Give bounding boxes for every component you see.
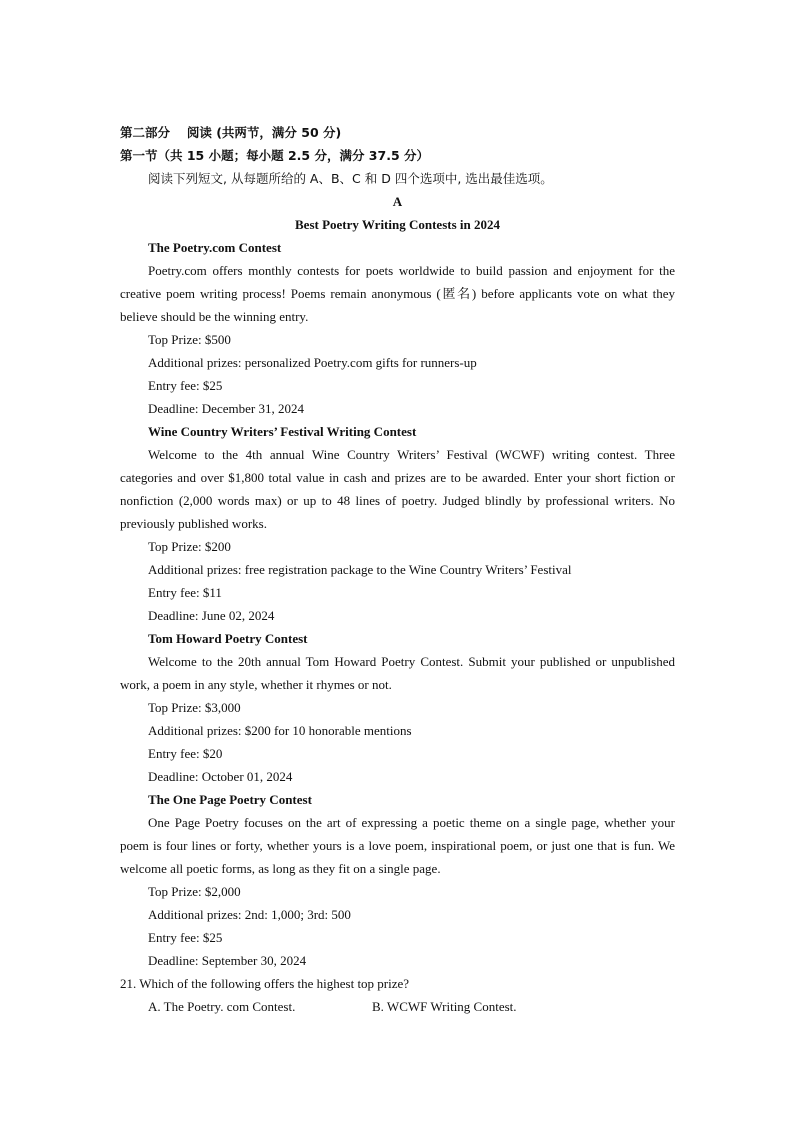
contest-name: Wine Country Writers’ Festival Writing Contest: [148, 424, 417, 439]
part-heading: 第二部分 阅读 (共两节，满分 50 分): [120, 125, 342, 140]
contest-name: Tom Howard Poetry Contest: [148, 631, 308, 646]
section-heading: 第一节（共 15 小题；每小题 2.5 分，满分 37.5 分）: [120, 148, 429, 163]
exam-page: [120, 121, 675, 1018]
contest-top-prize: Top Prize: $2,000: [148, 884, 241, 899]
contest-block: [120, 236, 675, 420]
contest-entry-fee: Entry fee: $11: [148, 585, 222, 600]
option-a[interactable]: A. The Poetry. com Contest.: [148, 999, 296, 1014]
contest-additional-prizes: Additional prizes: $200 for 10 honorable mentions: [148, 723, 412, 738]
contest-name: The Poetry.com Contest: [148, 240, 282, 255]
contest-deadline: Deadline: June 02, 2024: [148, 608, 275, 623]
passage-letter: A: [392, 194, 403, 209]
contest-description: Poetry.com offers monthly contests for poets worldwide to build passion and enjoyment for the creative poem writing process! Poems remain anonymous (匿名) before applicants vote on what they believe should be the winning entry.: [120, 263, 675, 324]
contest-name: The One Page Poetry Contest: [148, 792, 312, 807]
contest-description: Welcome to the 4th annual Wine Country Writers’ Festival (WCWF) writing contest. Three categories and over $1,800 total value in cash and prizes are to be awarded. Enter your short fiction or nonfiction (2,000 words max) or up to 48 lines of poetry. Judged blindly by professional writers. No previously published works.: [120, 447, 675, 531]
contest-entry-fee: Entry fee: $20: [148, 746, 223, 761]
answer-options: [120, 995, 675, 1018]
contest-deadline: Deadline: September 30, 2024: [148, 953, 307, 968]
option-b[interactable]: B. WCWF Writing Contest.: [372, 999, 517, 1014]
contest-description: Welcome to the 20th annual Tom Howard Poetry Contest. Submit your published or unpublished work, a poem in any style, whether it rhymes or not.: [120, 654, 675, 692]
contest-top-prize: Top Prize: $200: [148, 539, 231, 554]
contest-additional-prizes: Additional prizes: 2nd: 1,000; 3rd: 500: [148, 907, 351, 922]
contest-entry-fee: Entry fee: $25: [148, 378, 223, 393]
question-stem: 21. Which of the following offers the highest top prize?: [120, 976, 410, 991]
contest-block: [120, 627, 675, 788]
contest-entry-fee: Entry fee: $25: [148, 930, 223, 945]
contest-top-prize: Top Prize: $3,000: [148, 700, 241, 715]
passage-title: Best Poetry Writing Contests in 2024: [295, 217, 500, 232]
contest-description: One Page Poetry focuses on the art of expressing a poetic theme on a single page, whether your poem is four lines or forty, whether yours is a love poem, inspirational poem, or just one that is fun. We welcome all poetic forms, as long as they fit on a single page.: [120, 815, 675, 876]
instruction-text: 阅读下列短文, 从每题所给的 A、B、C 和 D 四个选项中, 选出最佳选项。: [148, 171, 553, 186]
contest-block: [120, 788, 675, 972]
contest-deadline: Deadline: December 31, 2024: [148, 401, 304, 416]
contest-top-prize: Top Prize: $500: [148, 332, 231, 347]
question-block: [120, 972, 675, 1018]
contest-deadline: Deadline: October 01, 2024: [148, 769, 293, 784]
contest-additional-prizes: Additional prizes: personalized Poetry.com gifts for runners-up: [148, 355, 477, 370]
contest-block: [120, 420, 675, 627]
contest-additional-prizes: Additional prizes: free registration package to the Wine Country Writers’ Festival: [148, 562, 572, 577]
